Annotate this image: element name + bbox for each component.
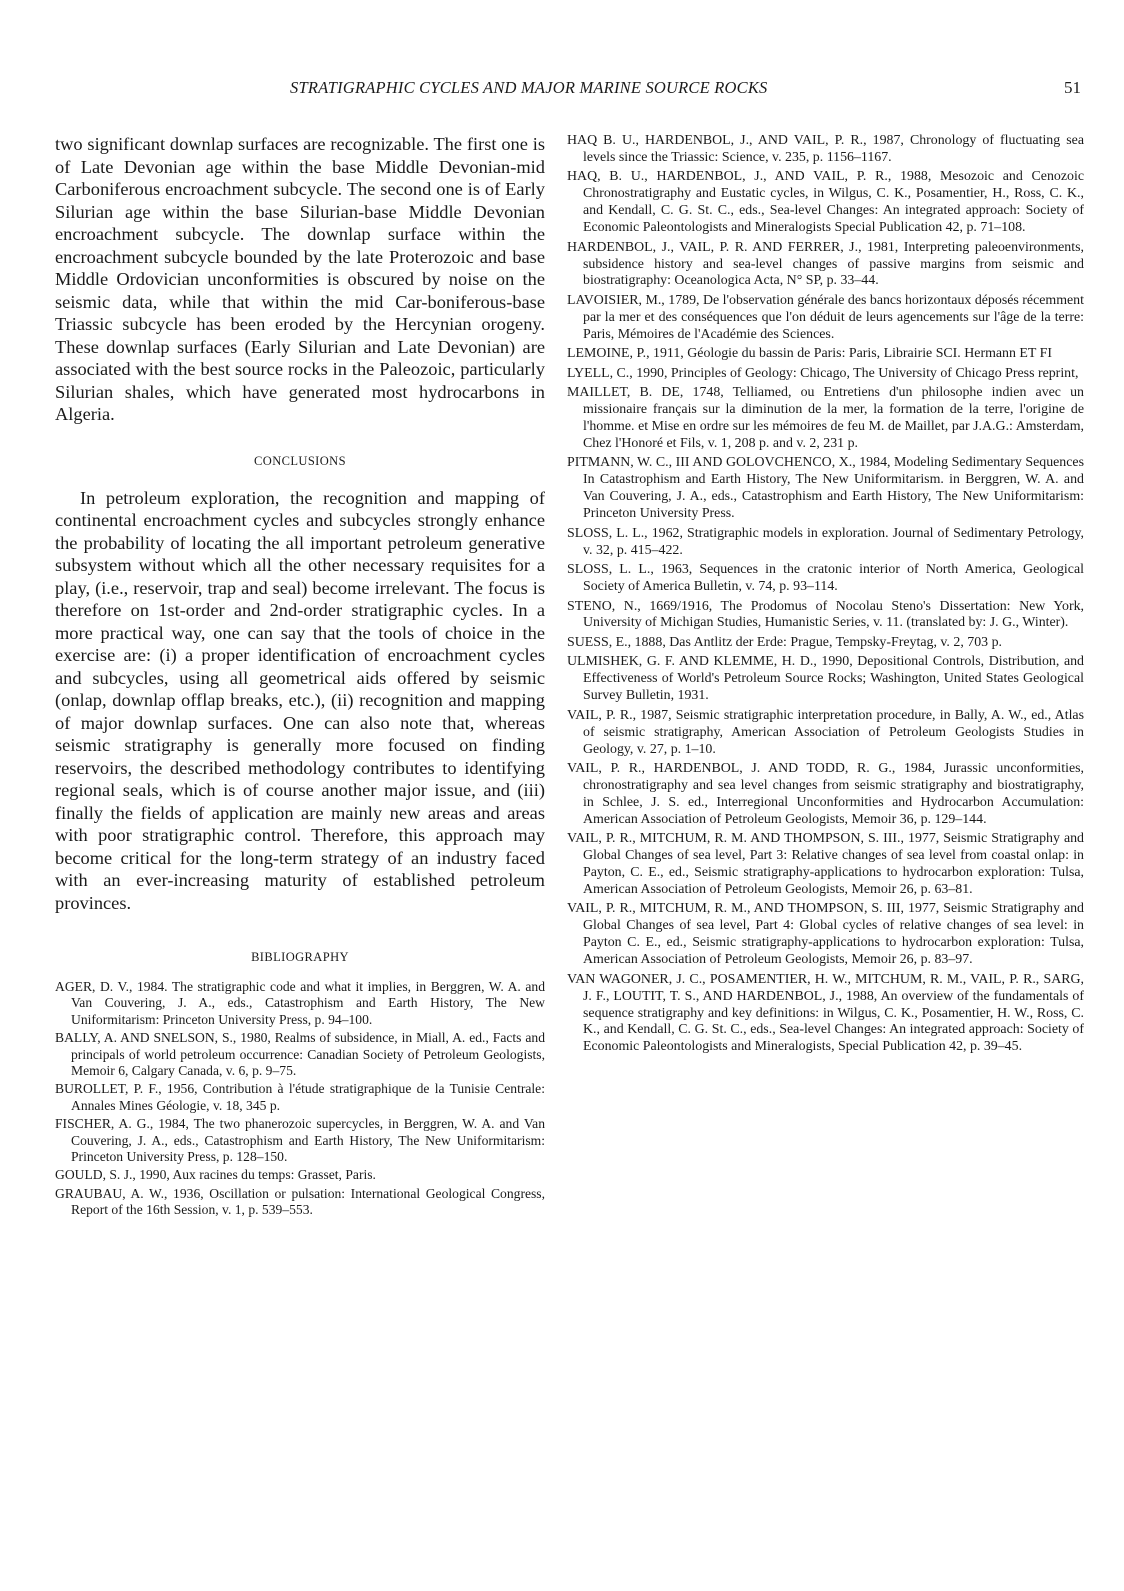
reference-entry: PITMANN, W. C., III AND GOLOVCHENCO, X., 1984, Modeling Sedimentary Sequences In Catastrophism and Earth History, The New Uniformitarism. in Berggren, W. A. and Van Couvering, J. A., eds., Catastrophism and Earth History, The New Uniformitarism: Princeton University Press. bbox=[567, 455, 1084, 522]
reference-entry: BALLY, A. AND SNELSON, S., 1980, Realms of subsidence, in Miall, A. ed., Facts and principals of world petroleum occurrence: Canadian Society of Petroleum Geologists, Memoir 6, Calgary Canada, v. 6, p. 9–75. bbox=[55, 1030, 545, 1079]
running-title: STRATIGRAPHIC CYCLES AND MAJOR MARINE SOURCE ROCKS bbox=[290, 78, 768, 97]
reference-entry: LEMOINE, P., 1911, Géologie du bassin de Paris: Paris, Librairie SCI. Hermann ET FI bbox=[567, 346, 1052, 362]
reference-entry: GOULD, S. J., 1990, Aux racines du temps: Grasset, Paris. bbox=[55, 1167, 376, 1183]
left-column bbox=[55, 133, 545, 1221]
reference-entry: VAIL, P. R., MITCHUM, R. M., AND THOMPSON, S. III, 1977, Seismic Stratigraphy and Global Changes of sea level, Part 4: Global cycles of relative changes of sea level: in Payton C. E., ed., Seismic stratigraphy-applications to hydrocarbon exploration: Tulsa, American Association of Petroleum Geologists, Memoir 26, p. 83–97. bbox=[567, 901, 1084, 968]
reference-entry: HARDENBOL, J., VAIL, P. R. AND FERRER, J., 1981, Interpreting paleoenvironments, subsidence history and sea-level changes of passive margins from seismic and biostratigraphy: Oceanologica Acta, N° SP, p. 33–44. bbox=[567, 239, 1084, 289]
reference-entry: STENO, N., 1669/1916, The Prodomus of Nocolau Steno's Dissertation: New York, University of Michigan Studies, Humanistic Series, v. 11. (translated by: J. G., Winter). bbox=[567, 598, 1084, 631]
bibliography-list-right bbox=[567, 133, 1084, 1056]
reference-entry: LYELL, C., 1990, Principles of Geology: Chicago, The University of Chicago Press reprint, bbox=[567, 365, 1079, 381]
reference-entry: VAIL, P. R., 1987, Seismic stratigraphic interpretation procedure, in Bally, A. W., ed., Atlas of seismic stratigraphy, American Association of Petroleum Geologists Studies in Geology, v. 27, p. 1–10. bbox=[567, 707, 1084, 757]
intro-paragraph: two significant downlap surfaces are recognizable. The first one is of Late Devonian age within the base Middle Devonian-mid Carboniferous encroachment subcycle. The second one is of Early Silurian age within the base Silurian-base Middle Devonian encroachment subcycle. The downlap surface within the encroachment subcycle bounded by the late Proterozoic and base Middle Ordovician unconformities is obscured by noise on the seismic data, while that within the mid Car-boniferous-base Triassic subcycle has been eroded by the Hercynian orogeny. These downlap surfaces (Early Silurian and Late Devonian) are associated with the best source rocks in the Paleozoic, particularly Silurian shales, which have generated most hydrocarbons in Algeria. bbox=[55, 134, 545, 424]
reference-entry: SLOSS, L. L., 1962, Stratigraphic models in exploration. Journal of Sedimentary Petrology, v. 32, p. 415–422. bbox=[567, 525, 1084, 558]
reference-entry: AGER, D. V., 1984. The stratigraphic code and what it implies, in Berggren, W. A. and Van Couvering, J. A., eds., Catastrophism and Earth History, The New Uniformitarism: Princeton University Press, p. 94–100. bbox=[55, 979, 545, 1027]
reference-entry: LAVOISIER, M., 1789, De l'observation générale des bancs horizontaux déposés récemment par la mer et des conséquences que l'on déduit de leurs agencements sur l'âge de la terre: Paris, Mémoires de l'Académie des Sciences. bbox=[567, 292, 1084, 342]
reference-entry: HAQ, B. U., HARDENBOL, J., AND VAIL, P. R., 1988, Mesozoic and Cenozoic Chronostratigraphy and Eustatic cycles, in Wilgus, C. K., Posamentier, H., Ross, C. K., and Kendall, C. G. St. C., eds., Sea-level Changes: An integrated approach: Society of Economic Paleontologists and Mineralogists Special Publication 42, p. 71–108. bbox=[567, 169, 1084, 236]
conclusions-heading: CONCLUSIONS bbox=[254, 453, 346, 468]
reference-entry: VAN WAGONER, J. C., POSAMENTIER, H. W., MITCHUM, R. M., VAIL, P. R., SARG, J. F., LOUTIT, T. S., AND HARDENBOL, J., 1988, An overview of the fundamentals of sequence stratigraphy and key definitions: in Wilgus, C. K., Posamentier, H. W., Ross, C. K., and Kendall, C. G. St. C., eds., Sea-level Changes: An integrated approach: Society of Economic Paleontologists and Mineralogists, Special Publication 42, p. 39–45. bbox=[567, 971, 1084, 1055]
reference-entry: VAIL, P. R., MITCHUM, R. M. AND THOMPSON, S. III., 1977, Seismic Stratigraphy and Global Changes of sea level, Part 3: Relative changes of sea level from coastal onlap: in Payton, C. E., ed., Seismic stratigraphy-applications to hydrocarbon exploration: Tulsa, American Association of Petroleum Geologists, Memoir 26, p. 63–81. bbox=[567, 831, 1084, 897]
reference-entry: GRAUBAU, A. W., 1936, Oscillation or pulsation: International Geological Congress, Report of the 16th Session, v. 1, p. 539–553. bbox=[55, 1185, 545, 1218]
reference-entry: ULMISHEK, G. F. AND KLEMME, H. D., 1990, Depositional Controls, Distribution, and Effectiveness of World's Petroleum Source Rocks; Washington, United States Geological Survey Bulletin, 1931. bbox=[567, 654, 1084, 704]
reference-entry: SLOSS, L. L., 1963, Sequences in the cratonic interior of North America, Geological Society of America Bulletin, v. 74, p. 93–114. bbox=[567, 562, 1084, 594]
conclusions-paragraph: In petroleum exploration, the recognition and mapping of continental encroachment cycles and subcycles strongly enhance the probability of locating the all important petroleum generative subsystem without which all the other necessary requisites for a play, (i.e., reservoir, trap and seal) become irrelevant. The focus is therefore on 1st-order and 2nd-order stratigraphic cycles. In a more practical way, one can say that the tools of choice in the exercise are: (i) a proper identification of encroachment cycles and subcycles, using all geometrical aids offered by seismic (onlap, downlap offlap breaks, etc.), (ii) recognition and mapping of major downlap surfaces. One can also note that, whereas seismic stratigraphy is generally more focused on finding reservoirs, the described methodology contributes to identifying regional seals, which is of course another major issue, and (iii) finally the fields of application are mainly new areas and areas with poor stratigraphic control. Therefore, this approach may become critical for the long-term strategy of an industry faced with an ever-increasing maturity of established petroleum provinces. bbox=[55, 487, 545, 913]
bibliography-heading: BIBLIOGRAPHY bbox=[251, 950, 349, 964]
reference-entry: MAILLET, B. DE, 1748, Telliamed, ou Entretiens d'un philosophe indien avec un missionaire français sur la diminution de la mer, la formation de la terre, l'origine de l'homme. et Mise en ordre sur les mémoires de feu M. de Maillet, par J.A.G.: Amsterdam, Chez l'Honoré et Fils, v. 1, 208 p. and v. 2, 231 p. bbox=[567, 385, 1084, 451]
page-number: 51 bbox=[1064, 78, 1081, 97]
running-header bbox=[0, 78, 1124, 104]
reference-entry: FISCHER, A. G., 1984, The two phanerozoic supercycles, in Berggren, W. A. and Van Couvering, J. A., eds., Catastrophism and Earth History, The New Uniformitarism: Princeton University Press, p. 128–150. bbox=[55, 1116, 545, 1165]
reference-entry: VAIL, P. R., HARDENBOL, J. AND TODD, R. G., 1984, Jurassic unconformities, chronostratigraphy and sea level changes from seismic stratigraphy and biostratigraphy, in Schlee, J. S. ed., Interregional Unconformities and Hydrocarbon Accumulation: American Association of Petroleum Geologists, Memoir 36, p. 129–144. bbox=[567, 761, 1084, 827]
bibliography-list-left bbox=[55, 979, 545, 1219]
reference-entry: HAQ B. U., HARDENBOL, J., AND VAIL, P. R., 1987, Chronology of fluctuating sea levels since the Triassic: Science, v. 235, p. 1156–1167. bbox=[567, 133, 1084, 165]
reference-entry: BUROLLET, P. F., 1956, Contribution à l'étude stratigraphique de la Tunisie Centrale: Annales Mines Géologie, v. 18, 345 p. bbox=[55, 1081, 545, 1113]
right-column bbox=[567, 133, 1084, 1059]
reference-entry: SUESS, E., 1888, Das Antlitz der Erde: Prague, Tempsky-Freytag, v. 2, 703 p. bbox=[567, 634, 1002, 650]
